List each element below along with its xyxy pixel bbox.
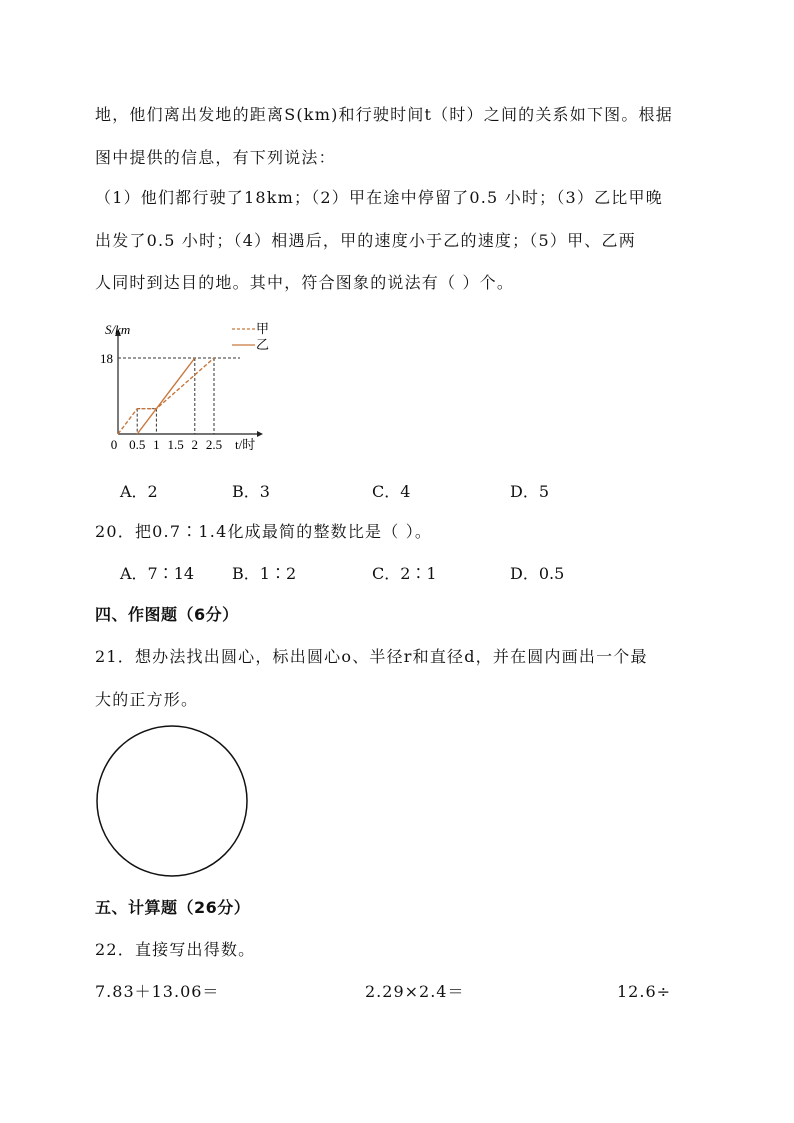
q20-option-c[interactable]: C．2∶1 — [372, 564, 437, 583]
q22-title: 22．直接写出得数。 — [95, 940, 256, 959]
q19-text-line-3: （1）他们都行驶了18km；（2）甲在途中停留了0.5 小时；（3）乙比甲晚 — [95, 188, 663, 207]
x-axis-label: t/时 — [235, 437, 256, 452]
distance-time-chart — [95, 318, 275, 458]
q22-item-3: 12.6÷ — [617, 982, 672, 1001]
circle-drawing-area[interactable] — [94, 723, 250, 879]
legend-label-jia: 甲 — [256, 321, 270, 336]
q20-option-d[interactable]: D．0.5 — [510, 564, 565, 583]
q21-text-line-1: 21．想办法找出圆心，标出圆心o、半径r和直径d，并在圆内画出一个最 — [95, 647, 648, 666]
q19-text-line-1: 地，他们离出发地的距离S(km)和行驶时间t（时）之间的关系如下图。根据 — [95, 105, 673, 124]
x-tick-label: 0.5 — [129, 437, 146, 452]
x-tick-label: 1.5 — [167, 437, 184, 452]
q22-item-1: 7.83＋13.06＝ — [95, 982, 220, 1001]
q20-option-a[interactable]: A．7∶14 — [120, 564, 195, 583]
q20-option-b[interactable]: B．1∶2 — [232, 564, 297, 583]
q20-text: 20．把0.7∶1.4化成最简的整数比是（ ）。 — [95, 522, 433, 541]
q19-option-c[interactable]: C．4 — [372, 482, 411, 501]
y-axis-label: S/km — [105, 322, 131, 337]
x-tick-label: 1 — [153, 437, 160, 452]
y-tick-label-18: 18 — [100, 351, 113, 366]
legend-label-yi: 乙 — [256, 337, 270, 352]
q19-option-b[interactable]: B．3 — [232, 482, 270, 501]
q19-option-a[interactable]: A．2 — [120, 482, 158, 501]
section-4-title: 四、作图题（6分） — [95, 605, 239, 624]
q19-text-line-5: 人同时到达目的地。其中，符合图象的说法有（ ）个。 — [95, 273, 515, 292]
series-line-yi — [137, 358, 195, 434]
x-tick-label: 2.5 — [205, 437, 223, 452]
q22-item-2: 2.29×2.4＝ — [365, 982, 465, 1001]
section-5-title: 五、计算题（26分） — [95, 898, 251, 917]
q21-text-line-2: 大的正方形。 — [95, 690, 199, 709]
x-axis-arrow — [257, 431, 263, 437]
q19-option-d[interactable]: D．5 — [510, 482, 550, 501]
x-tick-label: 0 — [110, 437, 118, 452]
circle-shape — [97, 726, 247, 876]
q19-text-line-2: 图中提供的信息，有下列说法： — [95, 148, 336, 167]
q19-text-line-4: 出发了0.5 小时；（4）相遇后，甲的速度小于乙的速度；（5）甲、乙两 — [95, 231, 636, 250]
x-tick-label: 2 — [191, 437, 199, 452]
